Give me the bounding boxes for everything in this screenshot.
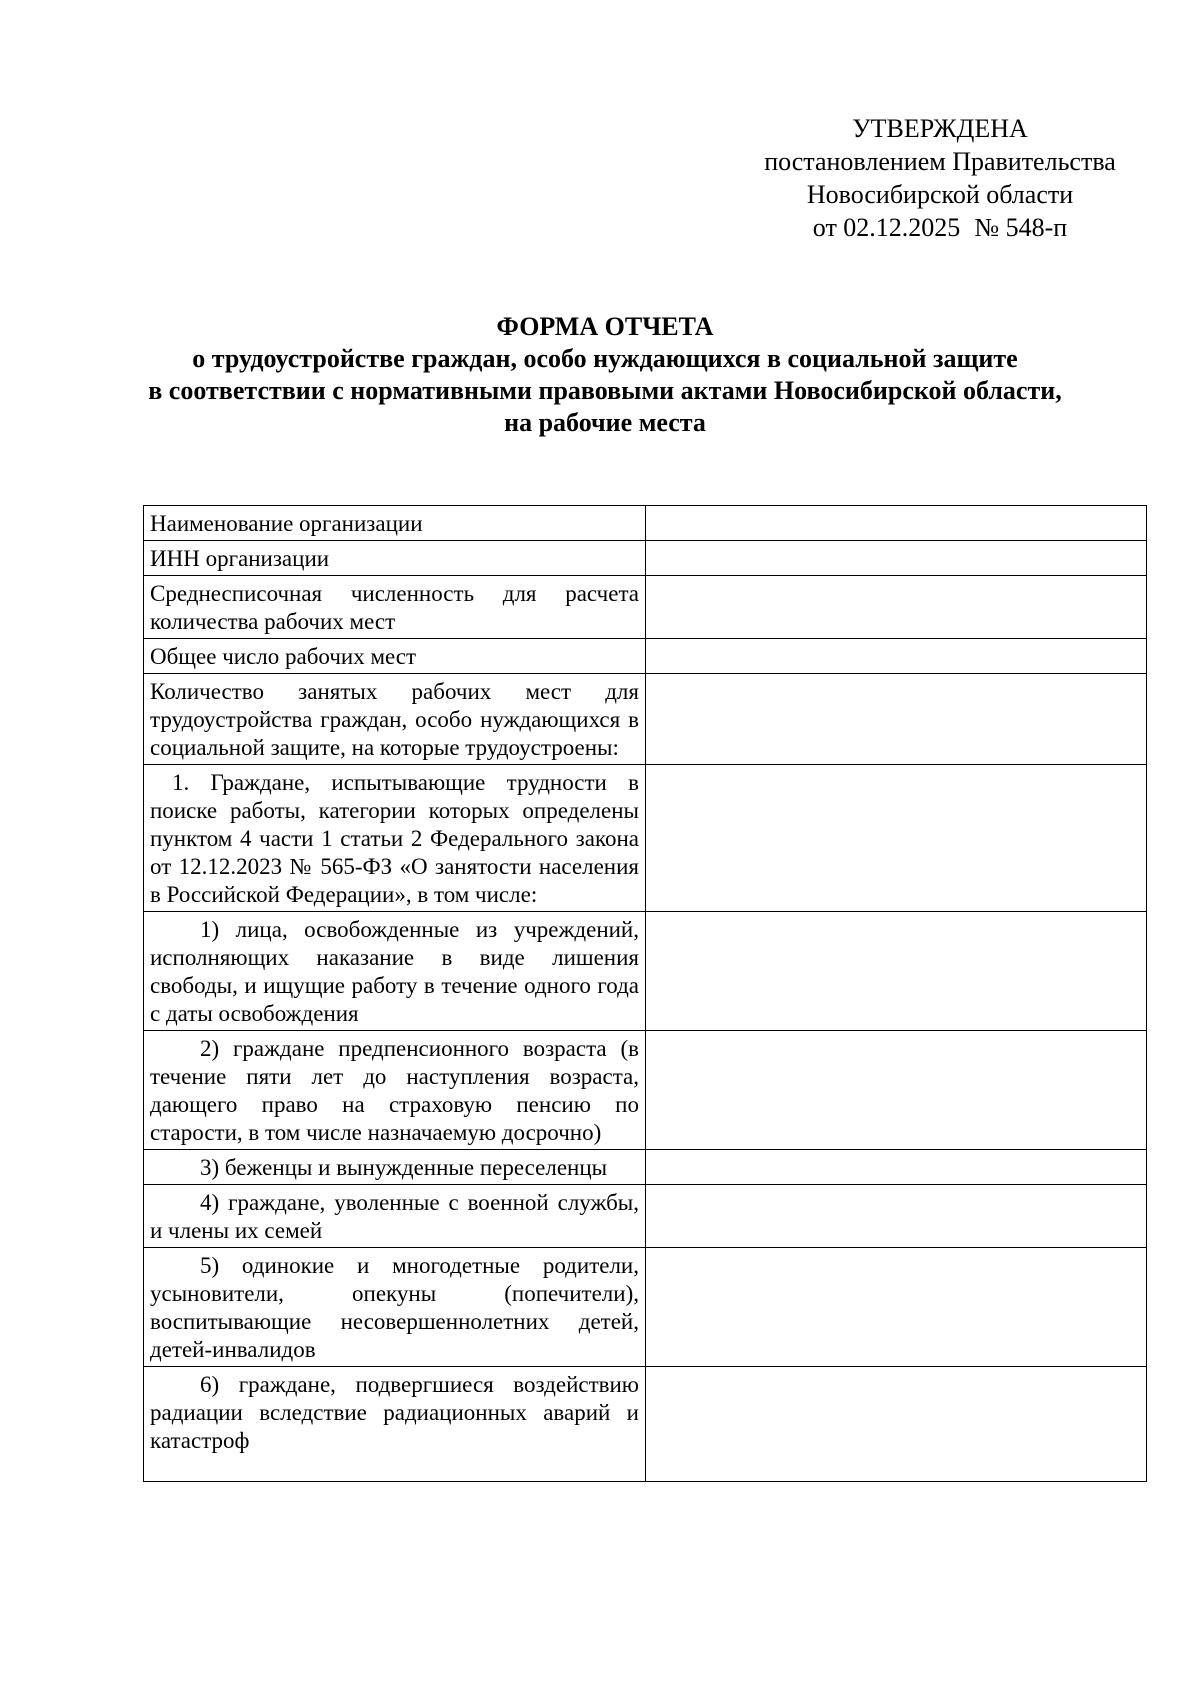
approval-date-line (740, 211, 1140, 244)
row-value-inn[interactable] (646, 541, 1147, 576)
row-label-subcategory-2: 2) граждане предпенсионного возраста (в течение пяти лет до наступления возраста, дающего право на страховую пенсию по старости, в том числе назначаемую досрочно) (144, 1031, 646, 1150)
table-row (144, 1185, 1147, 1248)
row-value-org-name[interactable] (646, 506, 1147, 541)
row-value-avg-headcount[interactable] (646, 576, 1147, 639)
row-label-org-name: Наименование организации (144, 506, 646, 541)
row-label-category-1: 1. Граждане, испытывающие трудности в поиске работы, категории которых определены пунктом 4 части 1 статьи 2 Федерального закона от 12.12.2023 № 565-ФЗ «О занятости населения в Российской Федерации», в том числе: (144, 765, 646, 912)
row-label-total-jobs: Общее число рабочих мест (144, 639, 646, 674)
table-row (144, 1248, 1147, 1367)
row-value-category-1[interactable] (646, 765, 1147, 912)
approval-number: № 548-п (974, 213, 1068, 242)
table-row (144, 541, 1147, 576)
approval-status: УТВЕРЖДЕНА (852, 114, 1028, 143)
table-row (144, 1031, 1147, 1150)
row-value-total-jobs[interactable] (646, 639, 1147, 674)
table-row (144, 765, 1147, 912)
title-line-3: в соответствии с нормативными правовыми актами Новосибирской области, (148, 376, 1062, 405)
row-label-avg-headcount: Среднесписочная численность для расчета количества рабочих мест (144, 576, 646, 639)
row-value-subcategory-2[interactable] (646, 1031, 1147, 1150)
table-row (144, 639, 1147, 674)
table-row (144, 912, 1147, 1031)
table-row (144, 1150, 1147, 1185)
row-label-inn: ИНН организации (144, 541, 646, 576)
title-line-2: о трудоустройстве граждан, особо нуждающихся в социальной защите (192, 344, 1018, 373)
approval-by: постановлением Правительства (764, 147, 1116, 176)
report-form-table (143, 505, 1147, 1482)
row-label-subcategory-1: 1) лица, освобожденные из учреждений, исполняющих наказание в виде лишения свободы, и ищущие работу в течение одного года с даты освобождения (144, 912, 646, 1031)
table-row (144, 506, 1147, 541)
row-label-occupied-jobs: Количество занятых рабочих мест для трудоустройства граждан, особо нуждающихся в социальной защите, на которые трудоустроены: (144, 674, 646, 765)
table-row (144, 674, 1147, 765)
row-label-subcategory-5: 5) одинокие и многодетные родители, усыновители, опекуны (попечители), воспитывающие несовершеннолетних детей, детей-инвалидов (144, 1248, 646, 1367)
table-row (144, 1367, 1147, 1482)
title-line-4: на рабочие места (504, 408, 706, 437)
row-value-subcategory-5[interactable] (646, 1248, 1147, 1367)
row-value-subcategory-6[interactable] (646, 1367, 1147, 1482)
document-title (80, 311, 1130, 439)
row-value-subcategory-4[interactable] (646, 1185, 1147, 1248)
row-value-occupied-jobs[interactable] (646, 674, 1147, 765)
title-line-1: ФОРМА ОТЧЕТА (496, 312, 714, 341)
row-label-subcategory-3: 3) беженцы и вынужденные переселенцы (144, 1150, 646, 1185)
row-value-subcategory-1[interactable] (646, 912, 1147, 1031)
row-value-subcategory-3[interactable] (646, 1150, 1147, 1185)
approval-region: Новосибирской области (806, 180, 1074, 209)
table-row (144, 576, 1147, 639)
row-label-subcategory-4: 4) граждане, уволенные с военной службы, и члены их семей (144, 1185, 646, 1248)
approval-stamp (740, 112, 1140, 244)
row-label-subcategory-6: 6) граждане, подвергшиеся воздействию радиации вследствие радиационных аварий и катастроф (144, 1367, 646, 1482)
approval-date: от 02.12.2025 (812, 213, 961, 242)
